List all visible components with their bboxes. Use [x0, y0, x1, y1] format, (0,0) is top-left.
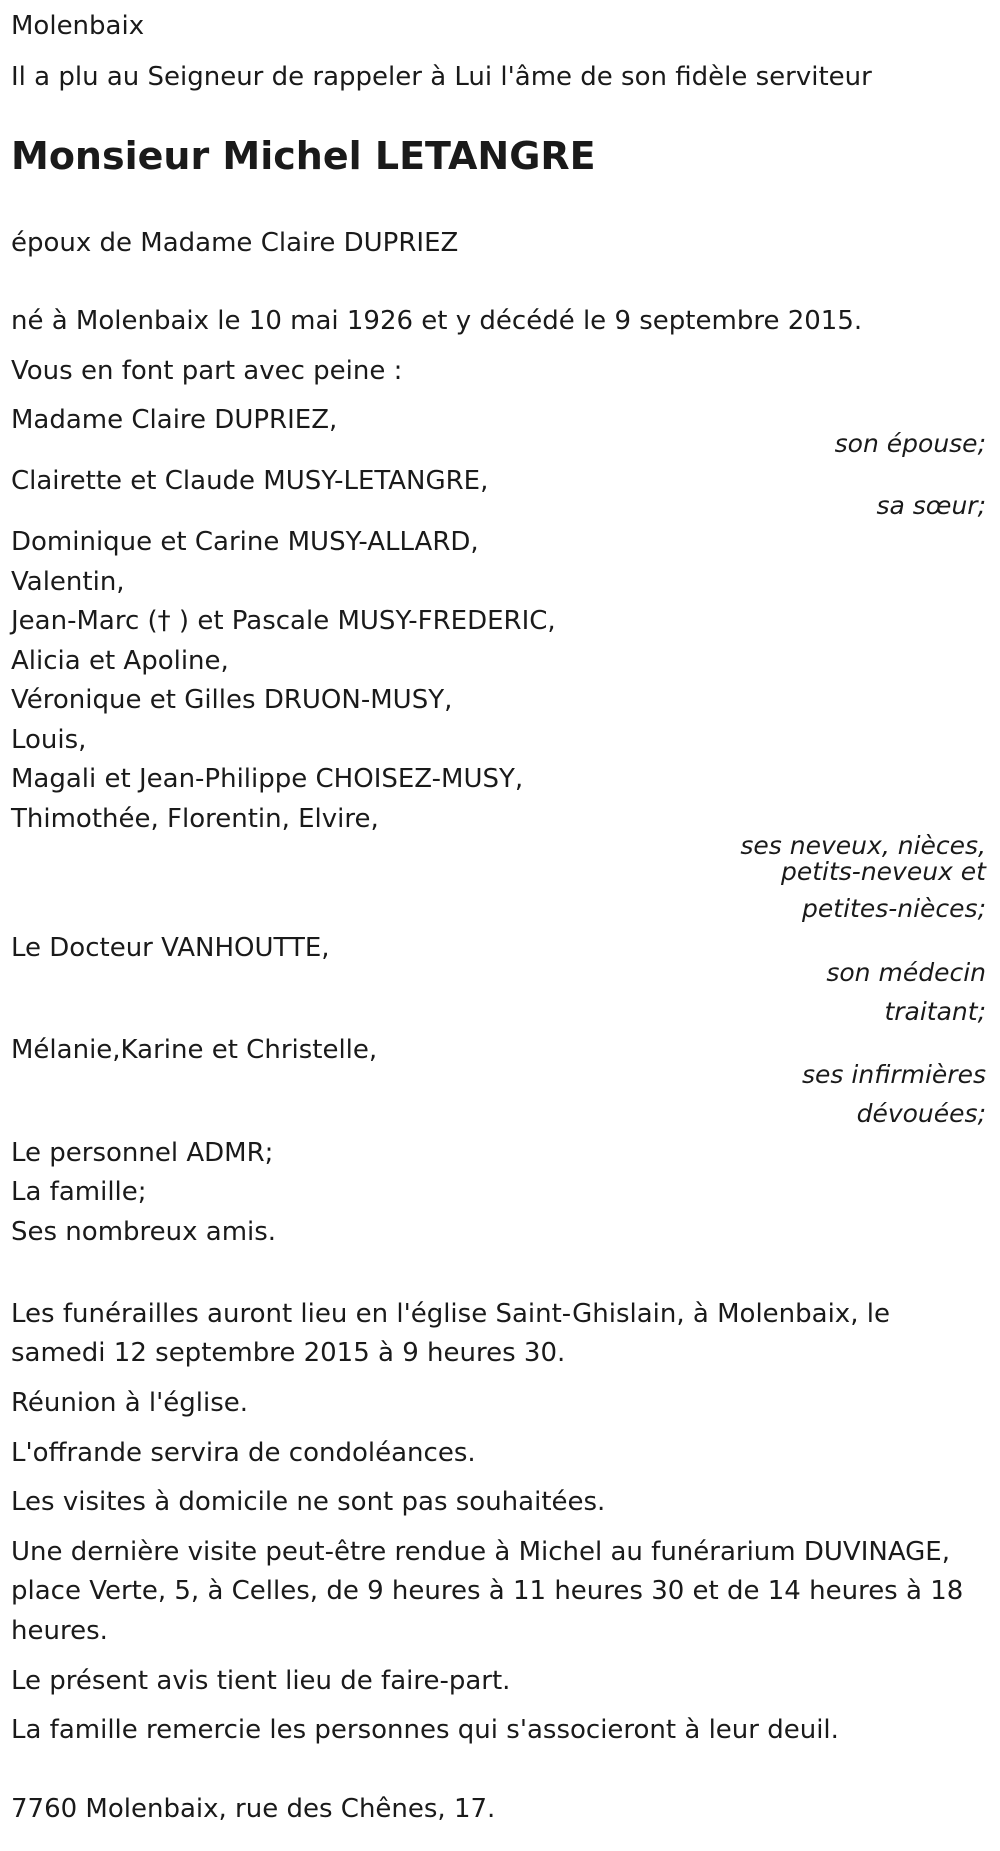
list-item: Ses nombreux amis.: [11, 1217, 277, 1247]
offering-line: L'offrande servira de condoléances.: [11, 1438, 476, 1468]
sister-relation: sa sœur;: [876, 491, 986, 520]
list-item: Jean-Marc († ) et Pascale MUSY-FREDERIC,: [11, 606, 556, 636]
last-visit-line: place Verte, 5, à Celles, de 9 heures à 11 heures 30 et de 14 heures à 18: [11, 1576, 964, 1606]
last-visit-line: Une dernière visite peut-être rendue à Michel au funérarium DUVINAGE,: [11, 1537, 950, 1567]
list-item: Le personnel ADMR;: [11, 1138, 274, 1168]
announce-line: Vous en font part avec peine :: [11, 356, 403, 386]
list-item: Véronique et Gilles DRUON-MUSY,: [11, 685, 453, 715]
wife-relation: son épouse;: [834, 429, 986, 458]
nephews-relation-line: petites-nièces;: [802, 894, 986, 923]
last-visit-line: heures.: [11, 1616, 108, 1646]
list-item: Magali et Jean-Philippe CHOISEZ-MUSY,: [11, 764, 524, 794]
ceremony-line: Les funérailles auront lieu en l'église Saint-Ghislain, à Molenbaix, le: [11, 1299, 890, 1329]
nurses-relation-line: ses infirmières: [802, 1060, 986, 1089]
meeting-line: Réunion à l'église.: [11, 1388, 249, 1418]
list-item: Alicia et Apoline,: [11, 646, 229, 676]
spouse-line: époux de Madame Claire DUPRIEZ: [11, 228, 459, 258]
list-item: La famille;: [11, 1177, 147, 1207]
nurses-name: Mélanie,Karine et Christelle,: [11, 1035, 378, 1065]
list-item: Thimothée, Florentin, Elvire,: [11, 804, 379, 834]
visits-line: Les visites à domicile ne sont pas souhaitées.: [11, 1487, 606, 1517]
deceased-name: Monsieur Michel LETANGRE: [11, 134, 596, 178]
notice-line: Le présent avis tient lieu de faire-part.: [11, 1666, 511, 1696]
thanks-line: La famille remercie les personnes qui s'associeront à leur deuil.: [11, 1715, 839, 1745]
birth-death-line: né à Molenbaix le 10 mai 1926 et y décédé le 9 septembre 2015.: [11, 306, 863, 336]
address-line: 7760 Molenbaix, rue des Chênes, 17.: [11, 1794, 496, 1824]
sister-name: Clairette et Claude MUSY-LETANGRE,: [11, 466, 489, 496]
wife-name: Madame Claire DUPRIEZ,: [11, 405, 338, 435]
nurses-relation-line: dévouées;: [856, 1099, 986, 1128]
list-item: Valentin,: [11, 567, 125, 597]
intro-text: Il a plu au Seigneur de rappeler à Lui l'âme de son fidèle serviteur: [11, 62, 872, 92]
nephews-relation-line: petits-neveux et: [780, 857, 986, 886]
doctor-relation-line: traitant;: [884, 997, 986, 1026]
doctor-name: Le Docteur VANHOUTTE,: [11, 933, 330, 963]
list-item: Louis,: [11, 725, 87, 755]
doctor-relation-line: son médecin: [826, 958, 986, 987]
ceremony-line: samedi 12 septembre 2015 à 9 heures 30.: [11, 1338, 566, 1368]
nephews-relation-line: ses neveux, nièces,: [740, 831, 986, 860]
locality: Molenbaix: [11, 11, 145, 41]
list-item: Dominique et Carine MUSY-ALLARD,: [11, 527, 479, 557]
